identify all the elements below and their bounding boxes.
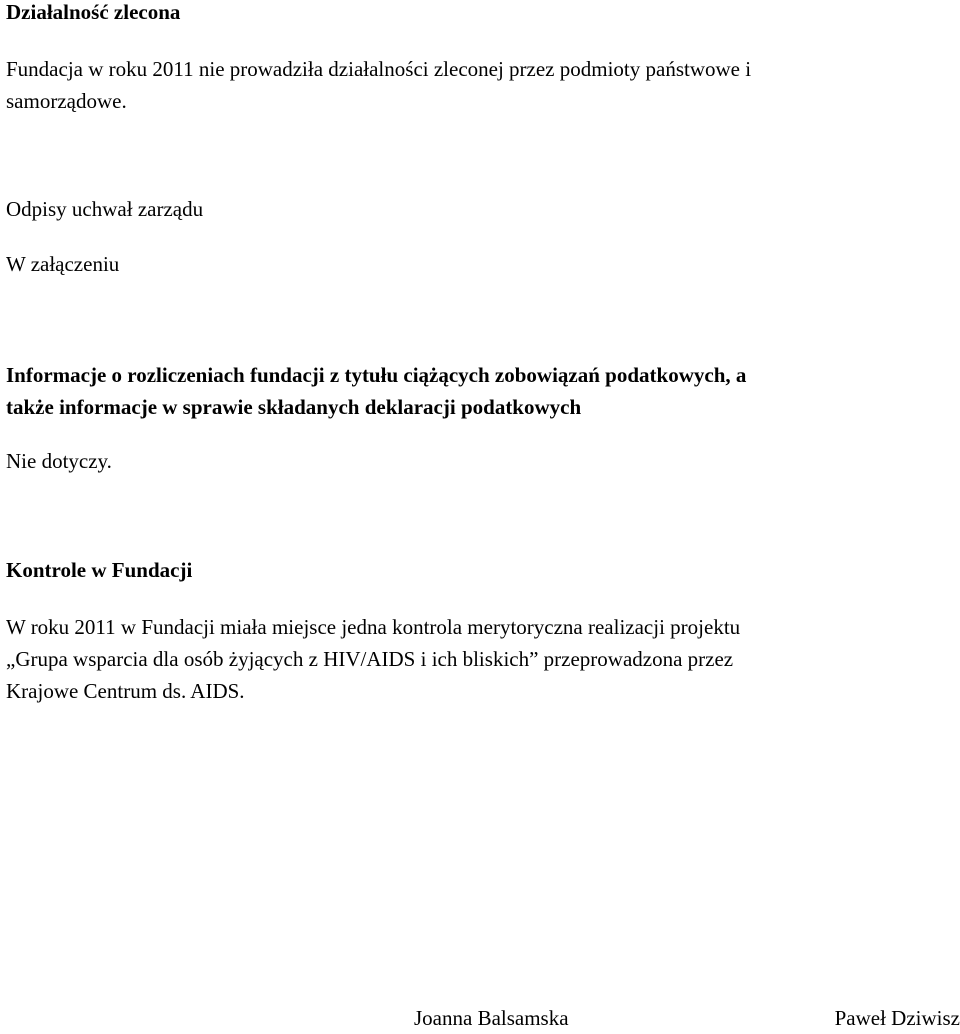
tax-information-heading-line-2: także informacje w sprawie składanych deklaracji podatkowych: [6, 395, 582, 419]
inspections-text-line-1: W roku 2011 w Fundacji miała miejsce jedna kontrola merytoryczna realizacji projektu: [6, 615, 741, 639]
inspections-text-line-2: „Grupa wsparcia dla osób żyjących z HIV/AIDS i ich bliskich” przeprowadzona przez: [6, 647, 734, 671]
signature-left-name: Joanna Balsamska: [414, 1006, 569, 1030]
inspections-text-line-3: Krajowe Centrum ds. AIDS.: [6, 679, 245, 703]
tax-information-heading-line-1: Informacje o rozliczeniach fundacji z tytułu ciążących zobowiązań podatkowych, a: [6, 363, 747, 387]
commissioned-activity-heading: Działalność zlecona: [6, 0, 181, 24]
tax-information-text: Nie dotyczy.: [6, 449, 112, 473]
inspections-heading: Kontrole w Fundacji: [6, 558, 193, 582]
board-resolutions-heading: Odpisy uchwał zarządu: [6, 197, 204, 221]
commissioned-activity-text-line-2: samorządowe.: [6, 89, 127, 113]
board-resolutions-text: W załączeniu: [6, 252, 120, 276]
commissioned-activity-text-line-1: Fundacja w roku 2011 nie prowadziła działalności zleconej przez podmioty państwowe i: [6, 57, 752, 81]
signature-right-name: Paweł Dziwisz: [834, 1006, 960, 1030]
